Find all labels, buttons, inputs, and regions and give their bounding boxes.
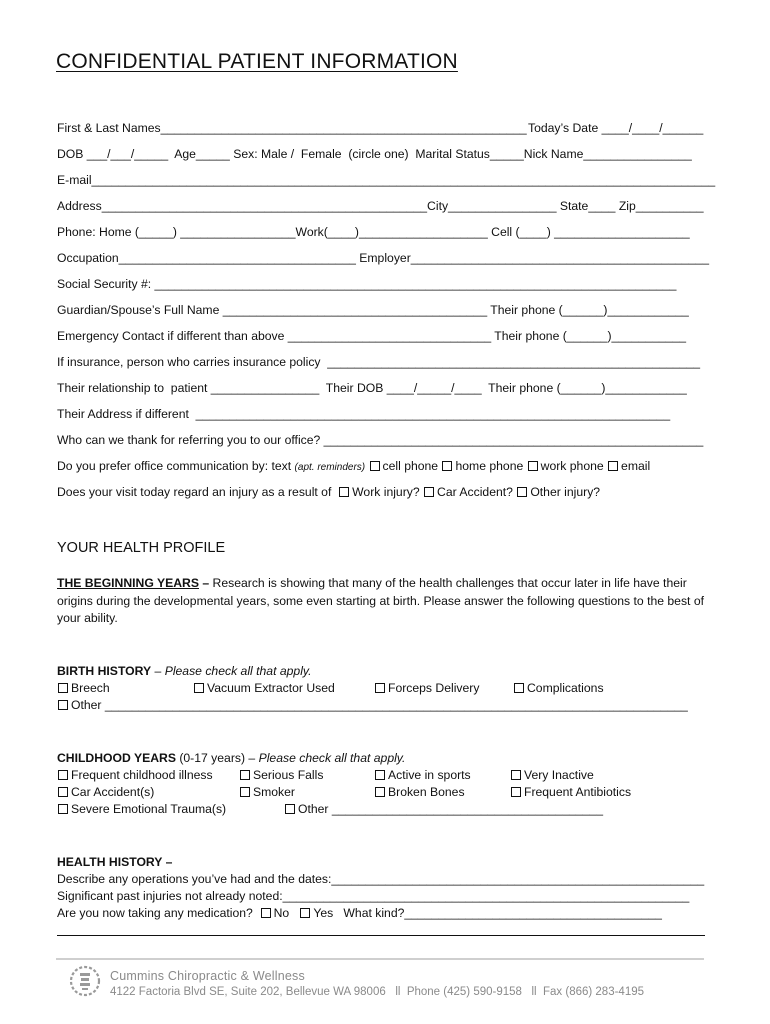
option-label: Forceps Delivery — [388, 681, 480, 695]
birth-history-heading — [57, 664, 311, 678]
referral-field[interactable]: Who can we thank for referring you to our office? ________________________________________________________ — [57, 433, 704, 447]
option-label: Complications — [527, 681, 604, 695]
childhood-option[interactable] — [510, 768, 594, 782]
checkbox[interactable] — [375, 683, 385, 693]
option-label: Other ______________________________________________________________________________________ — [71, 698, 688, 712]
comm-prefix: Do you prefer office communication by: text — [57, 459, 295, 473]
childhood-option[interactable] — [374, 768, 471, 782]
medication-question: Are you now taking any medication? — [57, 906, 257, 920]
childhood-option[interactable] — [374, 785, 465, 799]
birth-other-field[interactable] — [57, 698, 688, 712]
names-field[interactable]: First & Last Names______________________________________________________ — [57, 121, 527, 135]
address-line[interactable]: Address________________________________________________City________________ State____ Zip__________ — [57, 199, 704, 213]
childhood-option[interactable] — [239, 785, 295, 799]
birth-option[interactable] — [57, 681, 110, 695]
checkbox[interactable] — [339, 487, 349, 497]
option-label: Active in sports — [388, 768, 471, 782]
beginning-text: Research is showing that many of the health challenges that occur later in life have their origins during the developmental years, some even starting at birth. Please answer the following questions to the best of your ability. — [57, 576, 704, 625]
comm-option-home: home phone — [455, 459, 524, 473]
checkbox[interactable] — [424, 487, 434, 497]
option-label: Other ________________________________________ — [298, 802, 603, 816]
childhood-other-field[interactable] — [284, 802, 603, 816]
checkbox[interactable] — [261, 908, 271, 918]
beginning-heading: THE BEGINNING YEARS — [57, 576, 199, 590]
childhood-heading-line — [57, 751, 405, 765]
comm-option-email: email — [621, 459, 651, 473]
their-address-field[interactable]: Their Address if different ______________________________________________________________________ — [57, 407, 671, 421]
childhood-instructions: Please check all that apply. — [258, 751, 406, 765]
checkbox[interactable] — [511, 770, 521, 780]
ssn-field[interactable]: Social Security #: _____________________________________________________________________________ — [57, 277, 677, 291]
childhood-option[interactable] — [57, 802, 226, 816]
clinic-logo-icon — [68, 964, 102, 998]
comm-option-cell: cell phone — [382, 459, 439, 473]
past-injuries-field[interactable]: Significant past injuries not already noted:____________________________________________________________ — [57, 889, 690, 903]
comm-option-work: work phone — [540, 459, 604, 473]
medication-line — [57, 906, 662, 920]
birth-option[interactable] — [513, 681, 604, 695]
clinic-name: Cummins Chiropractic & Wellness — [110, 969, 305, 983]
birth-dash: – — [151, 664, 165, 678]
health-history-heading-line — [57, 855, 172, 869]
checkbox[interactable] — [528, 461, 538, 471]
checkbox[interactable] — [240, 787, 250, 797]
option-label: Frequent childhood illness — [71, 768, 213, 782]
injury-option-work: Work injury? — [352, 485, 420, 499]
childhood-option[interactable] — [510, 785, 631, 799]
comm-note: (apt. reminders) — [294, 462, 366, 473]
insurance-holder-field[interactable]: If insurance, person who carries insurance policy _______________________________________________________ — [57, 355, 701, 369]
option-yes: Yes — [313, 906, 334, 920]
checkbox[interactable] — [300, 908, 310, 918]
beginning-years-paragraph — [57, 575, 717, 628]
emergency-contact-line[interactable]: Emergency Contact if different than above ______________________________ Their phone (______)___________ — [57, 329, 687, 343]
checkbox[interactable] — [514, 683, 524, 693]
clinic-address: 4122 Factoria Blvd SE, Suite 202, Bellevue WA 98006 ll Phone (425) 590-9158 ll Fax (866) 283-4195 — [110, 986, 645, 998]
childhood-heading: CHILDHOOD YEARS — [57, 751, 176, 765]
relationship-line[interactable]: Their relationship to patient ________________ Their DOB ____/_____/____ Their phone (______)____________ — [57, 381, 687, 395]
operations-field[interactable]: Describe any operations you’ve had and the dates:_______________________________________________________ — [57, 872, 705, 886]
childhood-option[interactable] — [57, 785, 154, 799]
checkbox[interactable] — [58, 683, 68, 693]
option-label: Vacuum Extractor Used — [207, 681, 335, 695]
option-label: Smoker — [253, 785, 295, 799]
beginning-dash: – — [198, 576, 213, 590]
dob-age-sex-line[interactable]: DOB ___/___/_____ Age_____ Sex: Male / Female (circle one) Marital Status_____Nick Name________________ — [57, 147, 692, 161]
occupation-line[interactable]: Occupation___________________________________ Employer____________________________________________ — [57, 251, 709, 265]
health-history-heading: HEALTH HISTORY — [57, 855, 163, 869]
childhood-option[interactable] — [239, 768, 323, 782]
injury-option-car: Car Accident? — [437, 485, 513, 499]
checkbox[interactable] — [608, 461, 618, 471]
birth-instructions: Please check all that apply. — [164, 664, 312, 678]
checkbox[interactable] — [58, 787, 68, 797]
health-profile-heading: YOUR HEALTH PROFILE — [57, 540, 226, 556]
checkbox[interactable] — [58, 804, 68, 814]
childhood-option[interactable] — [57, 768, 213, 782]
checkbox[interactable] — [240, 770, 250, 780]
option-label: Severe Emotional Trauma(s) — [71, 802, 227, 816]
checkbox[interactable] — [370, 461, 380, 471]
injury-option-other: Other injury? — [530, 485, 601, 499]
medication-kind-field[interactable]: What kind?______________________________________ — [343, 906, 662, 920]
checkbox[interactable] — [285, 804, 295, 814]
option-label: Serious Falls — [253, 768, 324, 782]
footer — [56, 958, 706, 1008]
option-label: Frequent Antibiotics — [524, 785, 632, 799]
option-label: Very Inactive — [524, 768, 594, 782]
option-label: Breech — [71, 681, 110, 695]
option-label: Car Accident(s) — [71, 785, 155, 799]
email-field[interactable]: E-mail____________________________________________________________________________________________ — [57, 173, 716, 187]
checkbox[interactable] — [442, 461, 452, 471]
injury-prefix: Does your visit today regard an injury as a result of — [57, 485, 335, 499]
birth-option[interactable] — [193, 681, 335, 695]
footer-divider — [56, 958, 704, 960]
option-label: Broken Bones — [388, 785, 465, 799]
injury-question — [57, 485, 600, 499]
blank-answer-line[interactable] — [57, 935, 705, 936]
guardian-line[interactable]: Guardian/Spouse’s Full Name _______________________________________ Their phone (______)____________ — [57, 303, 689, 317]
birth-heading: BIRTH HISTORY — [57, 664, 152, 678]
option-no: No — [273, 906, 290, 920]
page-title: CONFIDENTIAL PATIENT INFORMATION — [56, 50, 458, 73]
todays-date-field[interactable]: Today’s Date ____/____/______ — [528, 121, 704, 135]
checkbox[interactable] — [517, 487, 527, 497]
health-history-dash: – — [162, 855, 173, 869]
checkbox[interactable] — [375, 787, 385, 797]
checkbox[interactable] — [58, 700, 68, 710]
communication-preference — [57, 459, 650, 475]
birth-option[interactable] — [374, 681, 479, 695]
childhood-range: (0-17 years) – — [175, 751, 259, 765]
checkbox[interactable] — [511, 787, 521, 797]
checkbox[interactable] — [58, 770, 68, 780]
checkbox[interactable] — [375, 770, 385, 780]
checkbox[interactable] — [194, 683, 204, 693]
phone-line[interactable]: Phone: Home (_____) _________________Work(____)___________________ Cell (____) ____________________ — [57, 225, 690, 239]
